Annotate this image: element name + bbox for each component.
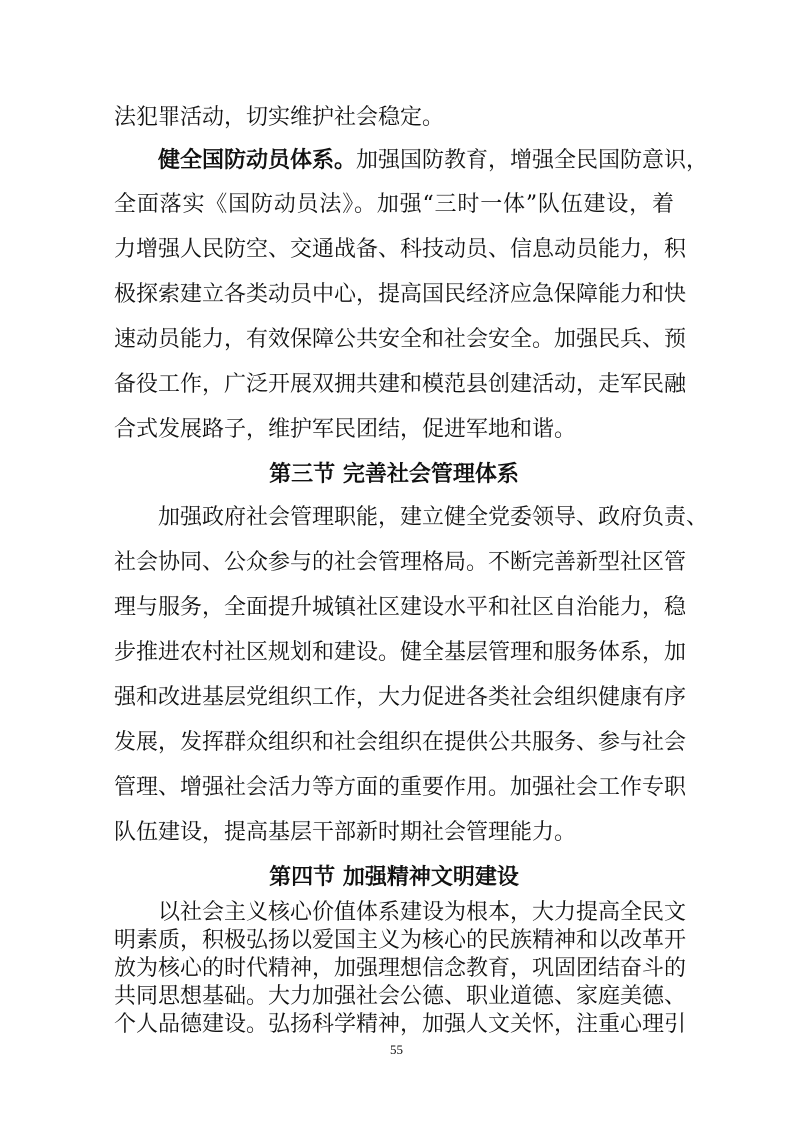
paragraph-line: 放为核心的时代精神，加强理想信念教育，巩固团结奋斗的 bbox=[114, 956, 687, 981]
paragraph-line: 发展，发挥群众组织和社会组织在提供公共服务、参与社会 bbox=[114, 730, 687, 755]
paragraph-line-text: 加强国防教育，增强全民国防意识， bbox=[356, 148, 709, 173]
paragraph-line: 合式发展路子，维护军民团结，促进军地和谐。 bbox=[114, 417, 577, 442]
paragraph-line: 管理、增强社会活力等方面的重要作用。加强社会工作专职 bbox=[114, 775, 687, 800]
paragraph-line: 社会协同、公众参与的社会管理格局。不断完善新型社区管 bbox=[114, 550, 687, 575]
paragraph-line: 法犯罪活动，切实维护社会稳定。 bbox=[114, 105, 445, 130]
paragraph-line: 理与服务，全面提升城镇社区建设水平和社区自治能力，稳 bbox=[114, 595, 687, 620]
paragraph-line: 加强政府社会管理职能，建立健全党委领导、政府负责、 bbox=[158, 505, 709, 530]
paragraph-line: 个人品德建设。弘扬科学精神，加强人文关怀，注重心理引 bbox=[114, 1012, 687, 1037]
paragraph-line bbox=[158, 138, 709, 182]
paragraph-line: 备役工作，广泛开展双拥共建和模范县创建活动，走军民融 bbox=[114, 372, 687, 397]
paragraph-lead: 健全国防动员体系。 bbox=[158, 147, 357, 173]
page-number: 55 bbox=[390, 1042, 403, 1057]
paragraph-line: 速动员能力，有效保障公共安全和社会安全。加强民兵、预 bbox=[114, 327, 687, 352]
paragraph-line: 力增强人民防空、交通战备、科技动员、信息动员能力，积 bbox=[114, 237, 687, 262]
section-heading: 第三节 完善社会管理体系 bbox=[269, 461, 519, 487]
paragraph-line: 全面落实《国防动员法》。加强“三时一体”队伍建设，着 bbox=[114, 192, 674, 217]
paragraph-line: 以社会主义核心价值体系建设为根本，大力提高全民文 bbox=[158, 900, 687, 925]
paragraph-line: 强和改进基层党组织工作，大力促进各类社会组织健康有序 bbox=[114, 685, 687, 710]
paragraph-line: 极探索建立各类动员中心，提高国民经济应急保障能力和快 bbox=[114, 282, 687, 307]
paragraph-line: 步推进农村社区规划和建设。健全基层管理和服务体系，加 bbox=[114, 640, 687, 665]
section-heading: 第四节 加强精神文明建设 bbox=[269, 864, 519, 890]
paragraph-line: 明素质，积极弘扬以爱国主义为核心的民族精神和以改革开 bbox=[114, 928, 687, 953]
paragraph-line: 共同思想基础。大力加强社会公德、职业道德、家庭美德、 bbox=[114, 984, 687, 1009]
paragraph-line: 队伍建设，提高基层干部新时期社会管理能力。 bbox=[114, 820, 577, 845]
